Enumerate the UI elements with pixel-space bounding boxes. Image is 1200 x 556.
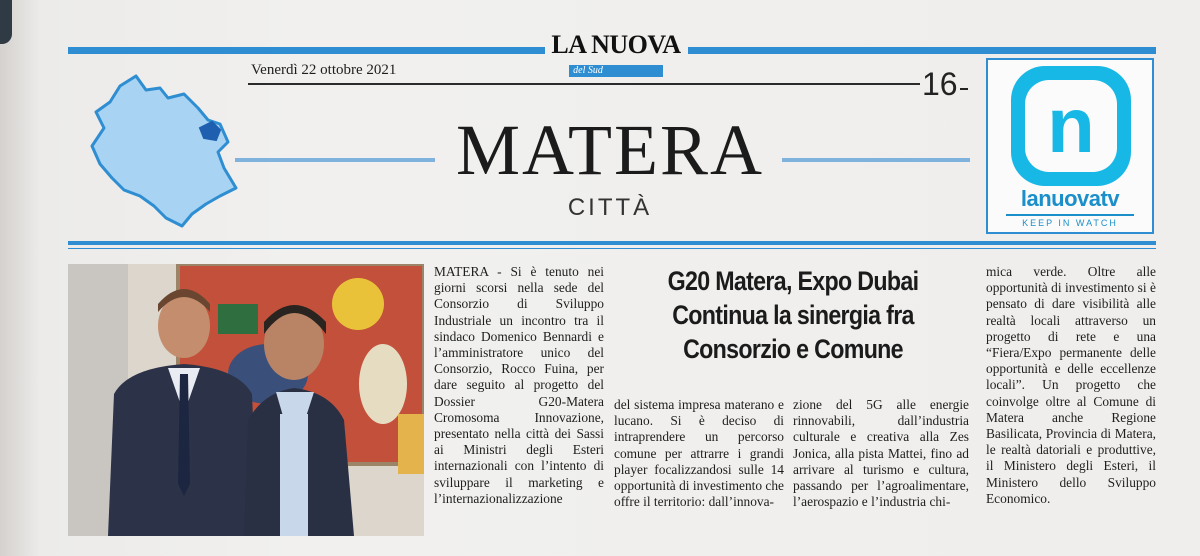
article-column-3: [793, 397, 969, 510]
section-rule-right: [782, 158, 970, 162]
masthead-rule-right: [688, 47, 1156, 54]
page-number: 16: [922, 66, 958, 102]
section-subtitle: CITTÀ: [567, 194, 653, 221]
tv-promo-rule: [1006, 214, 1134, 216]
article-photo: [68, 264, 424, 536]
newspaper-brand: [546, 30, 686, 78]
headline-line-1: G20 Matera, Expo Dubai: [667, 266, 919, 296]
header-bottom-thin-rule: [68, 248, 1156, 249]
headline-line-2: Continua la sinergia fra: [672, 300, 914, 330]
masthead-rule-left: [68, 47, 545, 54]
article-headline: [637, 264, 948, 366]
article-paragraph-4: mica verde. Oltre alle opportunità di investimento si è pensato di dare visibilità alle realtà locali attraverso un progetto di rete e una “Fiera/Expo permanente delle opportunità e delle eccellenze locali”. Un progetto che coinvolge oltre al Comune di Matera anche Regione Basilicata, Provincia di Matera, le realtà datoriali e produttive, il Ministero degli Esteri, il Ministero dello Sviluppo Economico.: [986, 264, 1156, 506]
page-number-dash: [960, 88, 968, 90]
date-rule: [248, 83, 920, 85]
tv-promo-name: lanuovatv: [1020, 186, 1120, 211]
tv-promo-tagline: KEEP IN WATCH: [1022, 218, 1118, 228]
article-column-2: [614, 397, 784, 510]
lanuovatv-logo-icon: [1011, 66, 1131, 186]
tv-logo-letter: n: [1047, 81, 1095, 169]
basilicata-map-icon: [88, 68, 248, 228]
article-paragraph-3: zione del 5G alle energie rinnovabili, dall’industria culturale e creativa alla Zes Jonica, alla pista Mattei, fino ad arrivare al turismo e cultura, passando per l’agroalimentare, l’aerospazio e l’industria chi-: [793, 397, 969, 510]
brand-subtitle: del Sud: [569, 65, 663, 77]
issue-date: Venerdì 22 ottobre 2021: [251, 62, 397, 78]
section-rule-left: [235, 158, 435, 162]
headline-line-3: Consorzio e Comune: [683, 334, 903, 364]
brand-name: LA NUOVA: [551, 30, 681, 59]
article-column-4: [986, 264, 1156, 507]
article-paragraph-2: del sistema impresa materano e lucano. Si è deciso di intraprendere un percorso comune per attrarre i grandi player focalizzandosi sulle 14 opportunità di investimento che offre il territorio: dall’innova-: [614, 397, 784, 510]
section-title: MATERA: [455, 110, 764, 190]
header-bottom-rule: [68, 241, 1156, 245]
tv-logo-inner: [1025, 80, 1117, 172]
article-lead-paragraph: MATERA - Si è tenuto nei giorni scorsi nella sede del Consorzio di Sviluppo Industriale un incontro tra il sindaco Domenico Bennardi e l’amministratore unico del Consorzio, Rocco Fuina, per dare seguito al progetto del Dossier G20-Matera Cromosoma Innovazione, presentato nella città dei Sassi ai Ministri degli Esteri internazionali con l’intento di sviluppare il marketing e l’internazionalizzazione: [434, 264, 604, 506]
page-corner-tab: [0, 0, 12, 44]
article-column-1: [434, 264, 604, 507]
